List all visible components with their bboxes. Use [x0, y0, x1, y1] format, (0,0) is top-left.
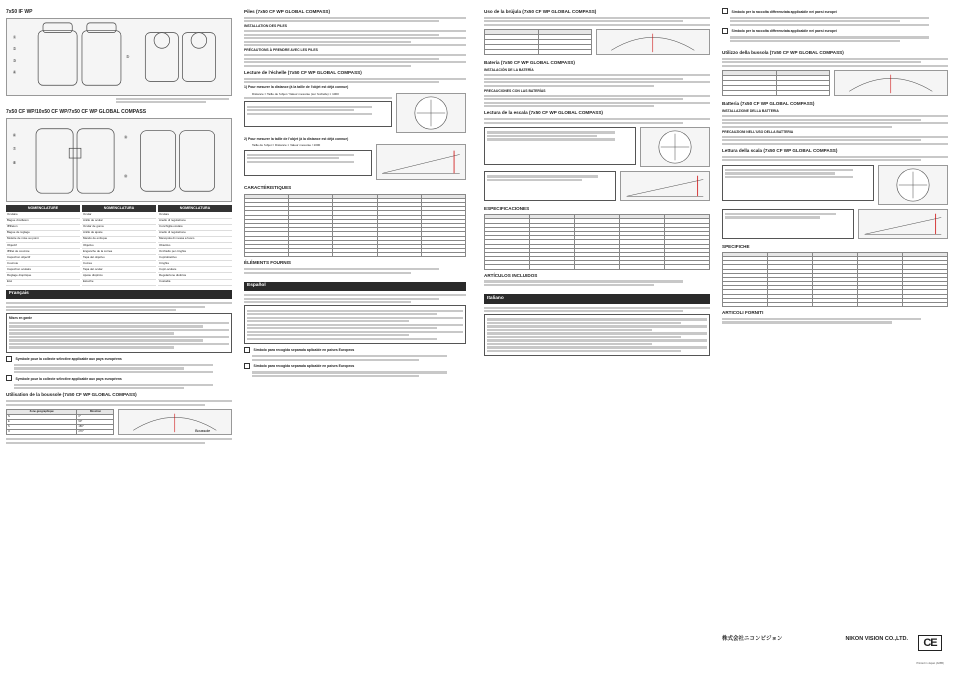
section-espanol: Español	[244, 282, 466, 291]
svg-text:①: ①	[12, 34, 17, 40]
compass-table-es	[484, 29, 592, 55]
reticle-drawing-it	[879, 166, 947, 204]
reticle-drawing-1	[397, 94, 465, 132]
precaution-title: PRÉCAUTIONS À PRENDRE AVEC LES PILES	[244, 48, 318, 53]
nomenclature-col-fr	[6, 205, 80, 286]
td: 270°	[77, 429, 114, 434]
nom-item: Réglage dioptrique	[6, 273, 80, 279]
formula-distance: Distance = Taille de l'objet / Valeur mesurée (sur l'échelle) × 1000	[252, 91, 339, 96]
compass-diagram	[118, 409, 232, 435]
weee-title-2: Symbole pour la collecte sélective applicable aux pays européens	[15, 376, 122, 381]
example-box-1	[244, 101, 392, 127]
svg-text:⑩: ⑩	[123, 173, 128, 179]
svg-text:⑨: ⑨	[123, 134, 128, 140]
nom-item: Ocular	[82, 212, 156, 218]
sym-title-2: Simbolo per la raccolta differenziata applicabile nei paesi europei	[731, 29, 837, 34]
crossed-bin-icon	[722, 8, 728, 14]
nomenclature-head-es: NOMENCLATURA	[82, 205, 156, 212]
sym-row-2	[722, 27, 948, 35]
nom-item: Copriobiettivo	[158, 255, 232, 261]
nom-item: Ajuste dióptrico	[82, 273, 156, 279]
reticle-diagram-1	[396, 93, 466, 133]
example-box-it-2	[722, 209, 854, 239]
precauz-title: PRECAUZIONI NELL'USO DELLA BATTERIA	[722, 129, 794, 134]
svg-text:⑧: ⑧	[12, 160, 17, 166]
ce-mark-icon: CE	[918, 635, 942, 651]
crossed-bin-icon	[722, 28, 728, 34]
echelle-title: Lecture de l'échelle (7x50 CF WP GLOBAL COMPASS)	[244, 69, 362, 75]
step-2: 2) Pour mesurer la taille de l'objet (à la distance est déjà connue)	[244, 136, 349, 141]
espec-title: ESPECIFICACIONES	[484, 206, 530, 212]
nom-item: Capuchon objectif	[6, 255, 80, 261]
compass-drawing-it	[835, 71, 947, 95]
nom-item: Oculare	[158, 212, 232, 218]
instal-title: INSTALACIÓN DE LA BATERÍA	[484, 68, 534, 73]
example-box-es-2	[484, 171, 616, 201]
nom-item: Estuche	[82, 280, 156, 286]
precauc-title: PRECAUCIONES CON LAS BATERÍAS	[484, 88, 546, 93]
weee-row-1	[6, 355, 232, 363]
example-box-es-1	[484, 127, 636, 165]
nom-item: Capuchon oculaire	[6, 267, 80, 273]
nom-item: Anello di regolazione	[158, 219, 232, 225]
warning-title: Mises en garde	[9, 316, 33, 321]
nom-item: Etui	[6, 280, 80, 286]
specifiche-title: SPECIFICHE	[722, 243, 750, 249]
distance-diagram-it	[858, 209, 948, 239]
weee-es-title-1: Símbolo para recogida separada aplicable en países Europeos	[253, 348, 355, 353]
spec-table-es	[484, 214, 710, 269]
compass-diagram-es	[596, 29, 710, 55]
formula-size: Taille de l'objet = Distance × Valeur mesurée / 1000	[252, 143, 321, 148]
binocular-diagram-if	[6, 18, 232, 96]
nom-item: Correa	[82, 261, 156, 267]
svg-text:④: ④	[12, 69, 17, 75]
lettura-title: Lettura della scala (7x50 CF WP GLOBAL COMPASS)	[722, 147, 838, 153]
svg-text:⑥: ⑥	[12, 132, 17, 138]
compass-table-fr	[6, 409, 114, 435]
distance-drawing-es	[621, 172, 709, 200]
nom-item: Custodia	[158, 280, 232, 286]
td: 180°	[77, 424, 114, 429]
brand-en: NIKON VISION CO.,LTD.	[845, 635, 908, 642]
elements-title: ÉLÉMENTS FOURNIS	[244, 260, 291, 266]
section-francais: Français	[6, 290, 232, 299]
column-3	[484, 6, 710, 669]
nom-item: Oculaire	[6, 212, 80, 218]
compass-label: Boussole	[195, 429, 211, 434]
td: 90°	[77, 419, 114, 424]
svg-text:③: ③	[12, 57, 17, 63]
model-title-2: 7x50 CF WP/10x50 CF WP/7x50 CF WP GLOBAL COMPASS	[6, 109, 147, 116]
nom-item: Copri-oculare	[158, 267, 232, 273]
articulos-title: ARTÍCULOS INCLUIDOS	[484, 272, 538, 278]
lectura-title: Lectura de la escala (7x50 CF WP GLOBAL COMPASS)	[484, 110, 603, 116]
th: Zone géographique	[7, 409, 77, 414]
install-title: INSTALLATION DES PILES	[244, 24, 288, 29]
nom-item: Regolazione diottrica	[158, 273, 232, 279]
nom-item: Objectif	[6, 243, 80, 249]
nom-item: Mando de enfoque	[82, 237, 156, 243]
nom-item: Manopola di messa a fuoco	[158, 237, 232, 243]
distance-drawing-it	[859, 210, 947, 238]
example-box-2	[244, 150, 372, 176]
distance-diagram	[376, 144, 466, 180]
nomenclature-col-es	[82, 205, 156, 286]
nom-item: Cinghia	[158, 261, 232, 267]
weee-es-row-2	[244, 362, 466, 370]
batteria-title: Batteria (7x50 CF WP GLOBAL COMPASS)	[722, 101, 815, 107]
column-2	[244, 6, 466, 669]
compass-table-it	[722, 70, 830, 96]
svg-text:②: ②	[12, 45, 17, 51]
nom-item: Anello di regolazione	[158, 231, 232, 237]
nom-item: Œilleton	[6, 225, 80, 231]
model-title-1: 7x50 IF WP	[6, 9, 33, 15]
nom-item: Courroie	[6, 261, 80, 267]
nom-item: Tapa del ocular	[82, 267, 156, 273]
weee-row-2	[6, 375, 232, 383]
warning-box-it	[484, 314, 710, 356]
print-code: Printed in Japan (A0B5)	[916, 661, 944, 665]
crossed-bin-icon	[6, 356, 12, 362]
install-it-title: INSTALLAZIONE DELLA BATTERIA	[722, 109, 779, 114]
bateria-title: Batería (7x50 CF WP GLOBAL COMPASS)	[484, 60, 575, 66]
brand-jp: 株式会社ニコンビジョン	[722, 635, 783, 642]
binocular-cf-drawing	[7, 119, 231, 201]
compass-drawing-es	[597, 30, 709, 54]
nom-item: Occhiello per cinghia	[158, 249, 232, 255]
th: Direction	[77, 409, 114, 414]
caract-title: CARACTÉRISTIQUES	[244, 185, 292, 191]
distance-drawing	[377, 145, 465, 179]
warning-box-es	[244, 305, 466, 344]
crossed-bin-icon	[6, 375, 12, 381]
nom-item: Objetivo	[82, 243, 156, 249]
nom-item: Bague de réglage	[6, 231, 80, 237]
binocular-if-drawing	[7, 19, 231, 95]
weee-title-1: Symbole pour la collecte sélective applicable aux pays européens	[15, 356, 122, 361]
crossed-bin-icon	[244, 347, 250, 353]
nomenclature-head-fr: NOMENCLATURE	[6, 205, 80, 212]
nomenclature-col-it	[158, 205, 232, 286]
nom-item: Bague d'œilleton	[6, 219, 80, 225]
reticle-drawing-es	[641, 128, 709, 166]
td: N	[7, 414, 77, 419]
column-1	[6, 6, 232, 669]
nom-item: Enganche de la correa	[82, 249, 156, 255]
svg-text:⑦: ⑦	[12, 146, 17, 152]
example-box-it-1	[722, 165, 874, 201]
td: O	[7, 429, 77, 434]
distance-diagram-es	[620, 171, 710, 201]
reticle-diagram-es	[640, 127, 710, 167]
td: E	[7, 419, 77, 424]
nom-item: Œillet de courroie	[6, 249, 80, 255]
compass-title-fr: Utilisation de la boussole (7x50 CF WP GLOBAL COMPASS)	[6, 392, 137, 398]
nom-item: Tapa del objetivo	[82, 255, 156, 261]
sym-title-1: Simbolo per la raccolta differenziata applicabile nei paesi europei	[731, 9, 837, 14]
reticle-diagram-it	[878, 165, 948, 205]
nom-item: Conchiglia oculare	[158, 225, 232, 231]
weee-es-title-2: Símbolo para recogida separada aplicable en países Europeos	[253, 364, 355, 369]
nom-item: Molette de mise au point	[6, 237, 80, 243]
accessori-title: ARTICOLI FORNITI	[722, 310, 764, 316]
section-italiano: Italiano	[484, 294, 710, 303]
step-1: 1) Pour mesurer la distance (à la taille de l'objet est déjà connue)	[244, 85, 349, 90]
crossed-bin-icon	[244, 363, 250, 369]
piles-title: Piles (7x50 CF WP GLOBAL COMPASS)	[244, 9, 331, 14]
svg-text:⑤: ⑤	[125, 53, 130, 59]
nom-item: Obiettivo	[158, 243, 232, 249]
utilizzo-title: Utilizzo della bussola (7x50 CF WP GLOBAL COMPASS)	[722, 50, 844, 56]
nom-item: Anillo de ajuste	[82, 231, 156, 237]
spec-table-fr	[244, 194, 466, 258]
uso-title: Uso de la brújula (7x50 CF WP GLOBAL COMPASS)	[484, 9, 597, 14]
compass-drawing	[119, 410, 231, 434]
td: 0°	[77, 414, 114, 419]
binocular-diagram-cf	[6, 118, 232, 202]
td: S	[7, 424, 77, 429]
compass-diagram-it	[834, 70, 948, 96]
warning-box-fr	[6, 313, 232, 352]
nomenclature-section	[6, 205, 232, 286]
nom-item: Anillo de ocular	[82, 219, 156, 225]
nom-item: Ocular de goma	[82, 225, 156, 231]
nomenclature-head-it: NOMENCLATURA	[158, 205, 232, 212]
column-4	[722, 6, 948, 669]
weee-es-row-1	[244, 346, 466, 354]
sym-row-1	[722, 8, 948, 16]
spec-table-it	[722, 252, 948, 307]
